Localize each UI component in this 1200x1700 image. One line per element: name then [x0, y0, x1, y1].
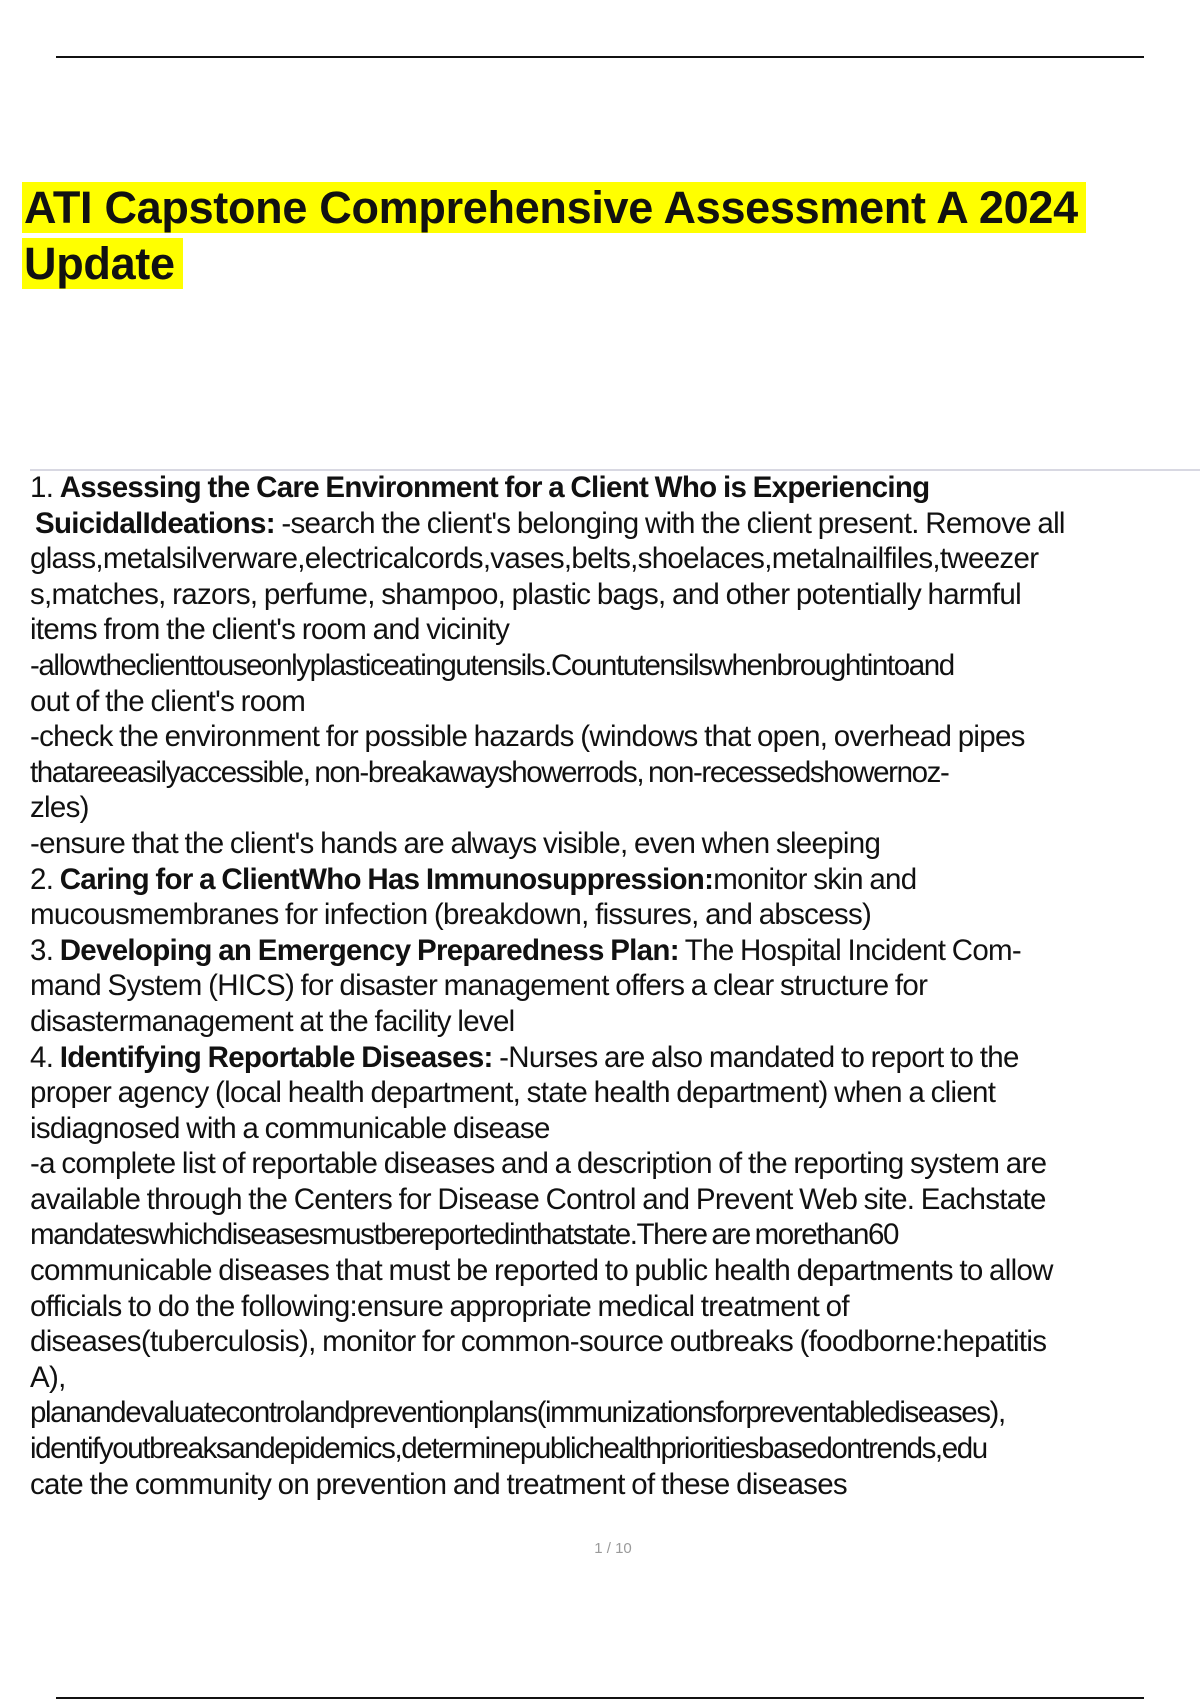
item-text: -search the client's belonging with the client present. Remove all: [274, 506, 1065, 540]
document-title: [22, 180, 1192, 292]
item-number: 2.: [30, 862, 60, 896]
body-line: [30, 1467, 1198, 1503]
item-text: available through the Centers for Disease Control and Prevent Web site. Eachstate: [30, 1182, 1046, 1216]
body-line: [30, 1431, 1198, 1467]
item-heading: SuicidalIdeations:: [35, 506, 275, 540]
body-line: [30, 1253, 1198, 1289]
body-line: [30, 968, 1198, 1004]
body-line: [30, 1111, 1198, 1147]
item-number: 1.: [30, 471, 60, 504]
document-title-text: ATI Capstone Comprehensive Assessment A 2024 Update: [22, 182, 1086, 289]
item-text: -a complete list of reportable diseases and a description of the reporting system are: [30, 1147, 1047, 1181]
item-text: mucousmembranes for infection (breakdown, fissures, and abscess): [30, 898, 872, 932]
item-text: monitor skin and: [713, 862, 917, 896]
body-line: [30, 1075, 1198, 1111]
document-body: [30, 470, 1198, 1502]
body-line: [30, 826, 1198, 862]
item-text: s,matches, razors, perfume, shampoo, plastic bags, and other potentially harmful: [30, 577, 1021, 611]
item-number: 4.: [30, 1040, 60, 1074]
body-line: [30, 1146, 1198, 1182]
item-text: -allowtheclienttouseonlyplasticeatingutensils.Countutensilswhenbroughtintoand: [30, 648, 954, 682]
body-line: [30, 933, 1198, 969]
body-line: [30, 1217, 1198, 1253]
item-text: mandateswhichdiseasesmustbereportedinthatstate.There are morethan60: [30, 1218, 899, 1252]
body-line: [30, 1040, 1198, 1076]
item-text: diseases(tuberculosis), monitor for common-source outbreaks (foodborne:hepatitis: [30, 1325, 1047, 1359]
item-text: The Hospital Incident Com-: [678, 933, 1022, 967]
body-line: [30, 1182, 1198, 1218]
item-heading: Identifying Reportable Diseases:: [59, 1040, 493, 1074]
body-line: [30, 790, 1198, 826]
item-text: -check the environment for possible hazards (windows that open, overhead pipes: [30, 720, 1025, 754]
item-text: disastermanagement at the facility level: [30, 1004, 515, 1038]
item-text: glass,metalsilverware,electricalcords,vases,belts,shoelaces,metalnailfiles,tweezer: [30, 542, 1039, 576]
body-line: [30, 1360, 1198, 1396]
item-text: zles): [30, 791, 89, 825]
body-line: [30, 862, 1198, 898]
item-text: out of the client's room: [30, 684, 306, 718]
item-text: planandevaluatecontrolandpreventionplans(immunizationsforpreventablediseases),: [30, 1396, 1005, 1430]
body-line: [30, 1004, 1198, 1040]
page-indicator: 1 / 10: [594, 1540, 632, 1557]
body-line: [30, 719, 1198, 755]
title-block: [22, 180, 1192, 292]
body-line: [30, 1395, 1198, 1431]
item-text: proper agency (local health department, state health department) when a client: [30, 1076, 996, 1110]
item-heading: Caring for a ClientWho Has Immunosuppression:: [59, 862, 714, 896]
item-text: -ensure that the client's hands are always visible, even when sleeping: [30, 826, 881, 860]
item-text: items from the client's room and vicinity: [30, 613, 510, 647]
item-heading: Assessing the Care Environment for a Client Who is Experiencing: [59, 471, 930, 504]
item-text: mand System (HICS) for disaster management offers a clear structure for: [30, 969, 928, 1003]
item-text: thatareeasilyaccessible, non-breakawayshowerrods, non-recessedshowernoz-: [30, 755, 949, 789]
item-text: identifyoutbreaksandepidemics,determinepublichealthprioritiesbasedontrends,edu: [30, 1432, 987, 1466]
page-top-rule: [56, 56, 1144, 58]
body-line: [30, 1324, 1198, 1360]
body-line: [30, 1289, 1198, 1325]
item-text: A),: [30, 1360, 66, 1394]
item-heading: Developing an Emergency Preparedness Plan:: [59, 933, 679, 967]
body-line: [30, 648, 1198, 684]
body-line: [30, 577, 1198, 613]
item-number: 3.: [30, 933, 60, 967]
item-text: officials to do the following:ensure appropriate medical treatment of: [30, 1289, 849, 1323]
item-text: communicable diseases that must be reported to public health departments to allow: [30, 1254, 1053, 1288]
item-text: -Nurses are also mandated to report to the: [492, 1040, 1019, 1074]
body-line: [30, 541, 1198, 577]
page-bottom-rule: [56, 1697, 1144, 1699]
body-line: [30, 755, 1198, 791]
item-text: isdiagnosed with a communicable disease: [30, 1111, 550, 1145]
body-line: [30, 470, 1198, 506]
body-line: [30, 612, 1198, 648]
body-line: [30, 897, 1198, 933]
body-line: [30, 684, 1198, 720]
body-line: [30, 506, 1198, 542]
item-text: cate the community on prevention and treatment of these diseases: [30, 1467, 847, 1501]
